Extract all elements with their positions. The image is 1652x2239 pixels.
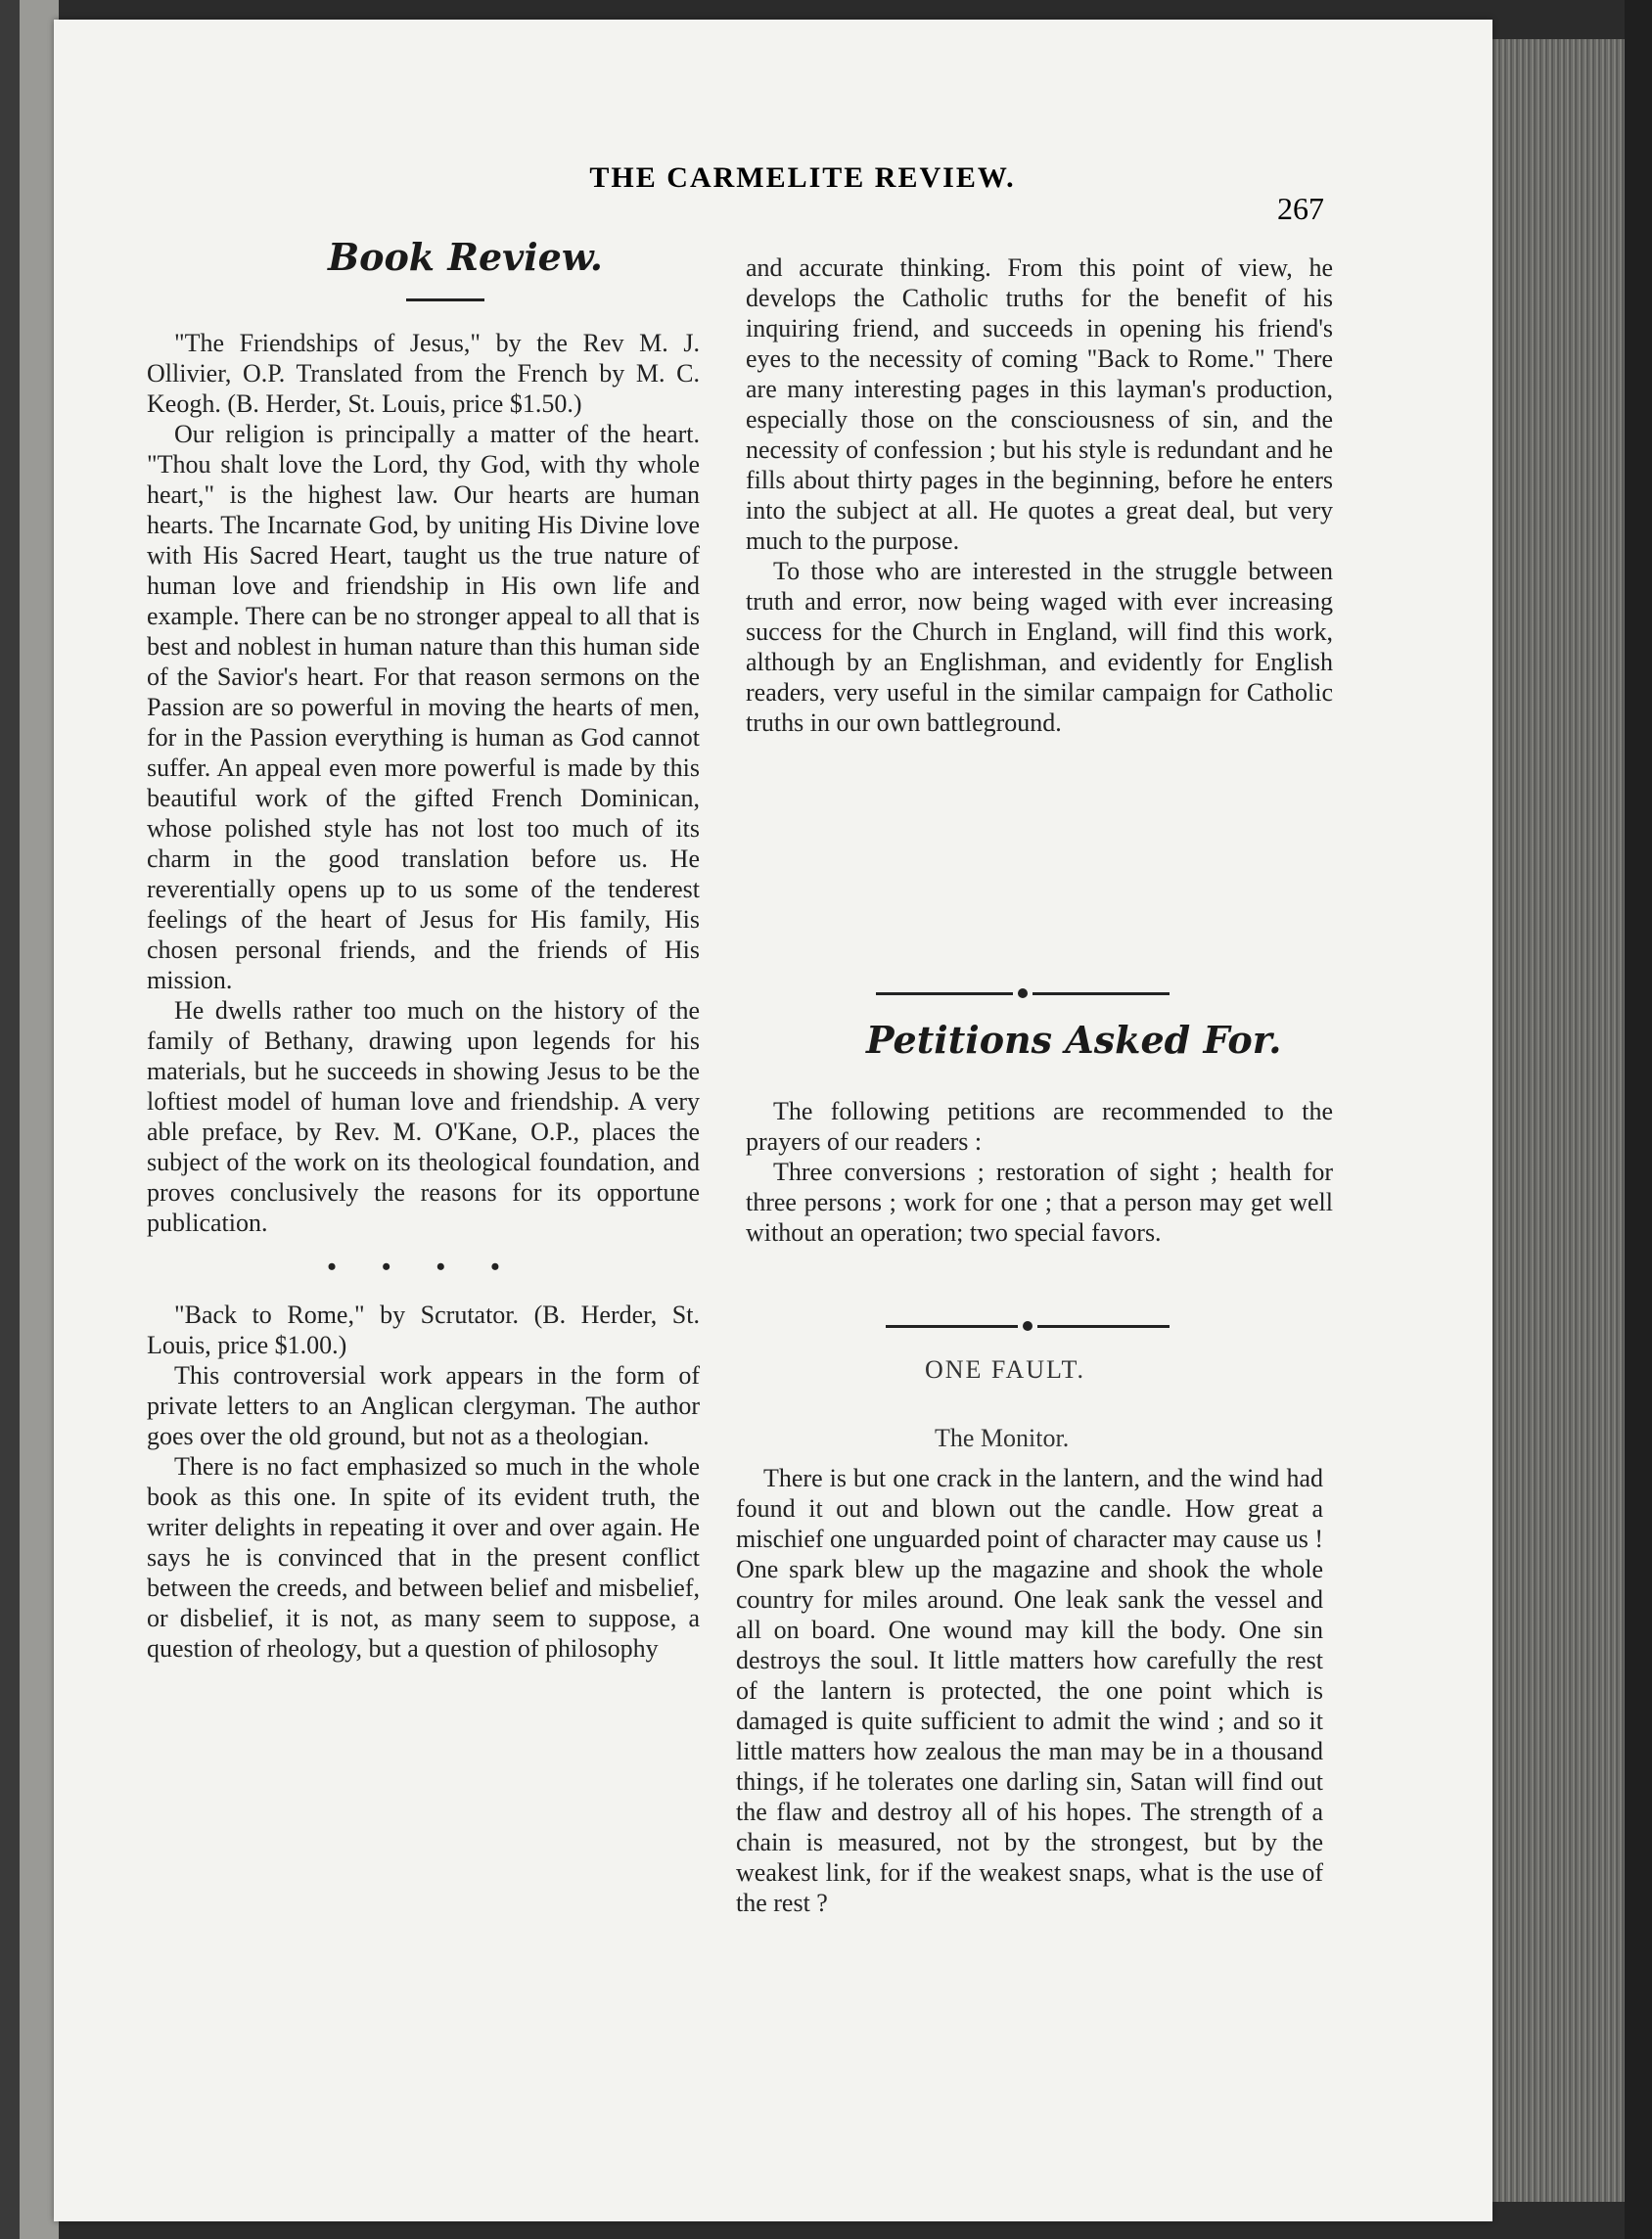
facing-page-sliver	[20, 0, 59, 2239]
petitions-intro: The following petitions are recommended to the prayers of our readers :	[746, 1097, 1333, 1156]
book2-paragraph: There is no fact emphasized so much in the whole book as this one. In spite of its evident truth, the writer delights in repeating it over and over again. He says he is convinced that in the present conflict between the creeds, and between belief and misbelief, or disbelief, it is not, as many seem to suppose, a question of rheology, but a question of philosophy	[147, 1452, 700, 1663]
title-rule	[406, 298, 484, 301]
book1-paragraph: Our religion is principally a matter of the heart. "Thou shalt love the Lord, thy God, with thy whole heart," is the highest law. Our hearts are human hearts. The Incarnate God, by uniting His Divine love with His Sacred Heart, taught us the true nature of human love and friendship in His own life and example. There can be no stronger appeal to all that is best and noblest in human nature than this human side of the Savior's heart. For that reason sermons on the Passion are so powerful in moving the hearts of men, for in the Passion everything is human as God cannot suffer. An appeal even more powerful is made by this beautiful work of the gifted French Dominican, whose polished style has not lost too much of its charm in the good translation before us. He reverentially opens up to us some of the tenderest feelings of the heart of Jesus for His family, His chosen personal friends, and the friends of His mission.	[147, 420, 700, 994]
petitions-title: Petitions Asked For.	[866, 1018, 1282, 1062]
right-background	[1625, 0, 1652, 2239]
book2-paragraph: This controversial work appears in the form of private letters to an Anglican clergyman. The author goes over the old ground, but not as a theologian.	[147, 1361, 700, 1450]
ornament-divider	[886, 1321, 1170, 1331]
right-column-top	[746, 252, 1333, 738]
one-fault-source: The Monitor.	[935, 1424, 1070, 1452]
book-page-edges	[1478, 39, 1625, 2202]
book1-citation: "The Friendships of Jesus," by the Rev M. J. Ollivier, O.P. Translated from the French by M. C. Keogh. (B. Herder, St. Louis, price $1.50.)	[147, 329, 700, 418]
book-review-title: Book Review.	[328, 235, 603, 279]
petitions-list: Three conversions ; restoration of sight ; health for three persons ; work for one ; that a person may get well without an operation; two special favors.	[746, 1158, 1333, 1247]
running-head: THE CARMELITE REVIEW.	[589, 161, 1016, 194]
petitions-column	[746, 1096, 1333, 1248]
one-fault-title: ONE FAULT.	[925, 1355, 1085, 1384]
page-number: 267	[1277, 191, 1324, 226]
one-fault-column	[736, 1463, 1323, 1918]
one-fault-paragraph: There is but one crack in the lantern, and the wind had found it out and blown out the candle. How great a mischief one unguarded point of character may cause us ! One spark blew up the magazine and shook the whole country for miles around. One leak sank the vessel and all on board. One wound may kill the body. One sin destroys the soul. It little matters how carefully the rest of the lantern is protected, the one point which is damaged is quite sufficient to admit the wind ; and so it little matters how zealous the man may be in a thousand things, if he tolerates one darling sin, Satan will find out the flaw and destroy all of his hopes. The strength of a chain is measured, not by the strongest, but by the weakest link, for if the weakest snaps, what is the use of the rest ?	[736, 1464, 1323, 1917]
book2-paragraph: To those who are interested in the struggle between truth and error, now being waged with ever increasing success for the Church in England, will find this work, although by an Englishman, and evidently for English readers, very useful in the similar campaign for Catholic truths in our own battleground.	[746, 557, 1333, 737]
book1-paragraph: He dwells rather too much on the history of the family of Bethany, drawing upon legends for his materials, but he succeeds in showing Jesus to be the loftiest model of human love and friendship. A very able preface, by Rev. M. O'Kane, O.P., places the subject of the work on its theological foundation, and proves conclusively the reasons for its opportune publication.	[147, 996, 700, 1237]
book2-citation: "Back to Rome," by Scrutator. (B. Herder, St. Louis, price $1.00.)	[147, 1301, 700, 1359]
ornament-divider	[876, 988, 1170, 998]
book2-continuation: and accurate thinking. From this point of view, he develops the Catholic truths for the benefit of his inquiring friend, and succeeds in opening his friend's eyes to the necessity of coming "Back to Rome." There are many interesting pages in this layman's production, especially those on the consciousness of sin, and the necessity of confession ; but his style is redundant and he fills about thirty pages in the beginning, before he enters into the subject at all. He quotes a great deal, but very much to the purpose.	[746, 253, 1333, 555]
left-column	[147, 328, 700, 1664]
separator-dots: • • • •	[327, 1253, 520, 1281]
